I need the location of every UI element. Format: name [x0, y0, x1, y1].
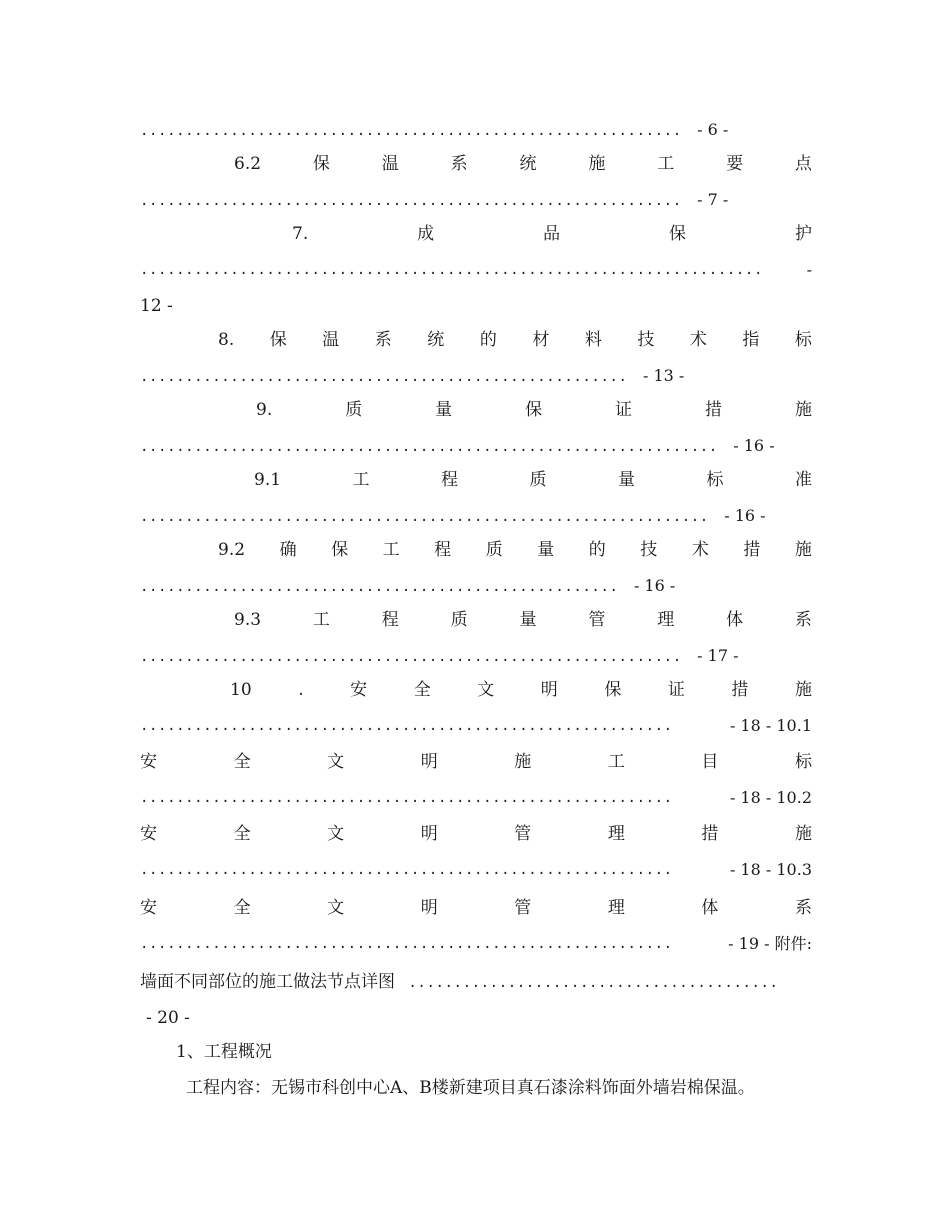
toc-title-char: 安: [140, 752, 157, 772]
toc-entry-9-1: [254, 468, 812, 492]
toc-leader-row: [140, 574, 812, 598]
dot-leader: .....................................................: [140, 579, 619, 595]
toc-title-char: 品: [543, 224, 561, 244]
dot-leader: ...........................................................: [140, 790, 673, 806]
toc-title-char: 保: [312, 154, 330, 174]
dot-leader: ............................................................: [140, 123, 682, 139]
toc-title-char: 措: [743, 540, 761, 560]
toc-title-char: 要: [726, 154, 744, 174]
toc-title-char: 系: [794, 898, 812, 918]
page-number: - 18 - 10.3: [729, 860, 812, 879]
toc-title-char: .: [298, 680, 304, 700]
page-number: - 18 - 10.2: [729, 788, 812, 807]
toc-title-char: 措: [701, 824, 719, 844]
toc-title-char: 工: [607, 752, 625, 772]
toc-title-char: 文: [477, 680, 495, 700]
toc-entry-8: [218, 328, 812, 352]
toc-title-char: 明: [420, 898, 438, 918]
page-number: -: [806, 260, 812, 279]
toc-title-char: 点: [794, 154, 812, 174]
page-number: - 19 - 附件:: [728, 934, 812, 953]
toc-title-char: 标: [794, 752, 812, 772]
toc-title-char: 质: [345, 400, 363, 420]
dot-leader: ................................................................: [140, 439, 718, 455]
toc-title-char: 成: [417, 224, 435, 244]
toc-title-char: 施: [794, 824, 812, 844]
toc-title-char: 全: [233, 824, 251, 844]
toc-title-char: 理: [607, 824, 625, 844]
toc-title: 墙面不同部位的施工做法节点详图: [140, 972, 395, 992]
toc-title-char: 技: [640, 540, 658, 560]
toc-title-char: 标: [706, 470, 724, 490]
toc-title-char: 理: [657, 610, 675, 630]
toc-leader-row: [140, 858, 812, 882]
toc-title-char: 护: [794, 224, 812, 244]
dot-leader: ...............................................................: [140, 509, 709, 525]
toc-title-char: 指: [742, 330, 760, 350]
dot-leader: .....................................................................: [140, 262, 763, 278]
toc-entry-7: [292, 222, 812, 246]
toc-title-char: 施: [588, 154, 606, 174]
dot-leader: ............................................................: [140, 649, 682, 665]
toc-leader-row: [140, 188, 812, 212]
toc-entry-9-3: [234, 608, 812, 632]
toc-title-char: 术: [689, 330, 707, 350]
toc-title-char: 确: [279, 540, 297, 560]
page-number: - 16 -: [724, 506, 766, 525]
toc-title-char: 管: [588, 610, 606, 630]
toc-title-char: 系: [794, 610, 812, 630]
page-number: 12 -: [140, 296, 173, 316]
toc-title-char: 9.2: [218, 540, 246, 560]
toc-title-char: 施: [794, 540, 812, 560]
toc-title-char: 管: [514, 898, 532, 918]
toc-title-char: 管: [514, 824, 532, 844]
toc-title-char: 统: [427, 330, 445, 350]
toc-title-char: 质: [485, 540, 503, 560]
toc-leader-row: [140, 504, 812, 528]
toc-title-char: 7.: [292, 224, 309, 244]
dot-leader: ...........................................................: [140, 862, 673, 878]
toc-title-char: 术: [691, 540, 709, 560]
toc-title-char: 系: [374, 330, 392, 350]
dot-leader: ...........................................................: [140, 936, 673, 952]
toc-title-char: 安: [140, 898, 157, 918]
toc-title-char: 明: [420, 752, 438, 772]
body-paragraph: 工程内容：无锡市科创中心A、B楼新建项目真石漆涂料饰面外墙岩棉保温。: [186, 1078, 755, 1098]
toc-title-char: 9.: [256, 400, 273, 420]
toc-entry-10-1: [140, 750, 812, 774]
toc-title-char: 体: [701, 898, 719, 918]
page-number: - 7 -: [697, 190, 729, 209]
page-number: - 6 -: [697, 120, 729, 139]
toc-title-char: 温: [322, 330, 340, 350]
toc-title-char: 工: [352, 470, 370, 490]
toc-title-char: 保: [669, 224, 687, 244]
toc-leader-row: [140, 786, 812, 810]
toc-title-char: 文: [327, 752, 345, 772]
toc-title-char: 工: [657, 154, 675, 174]
toc-title-char: 安: [140, 824, 157, 844]
toc-title-char: 施: [514, 752, 532, 772]
toc-title-char: 保: [525, 400, 543, 420]
toc-leader-row: [140, 118, 812, 142]
dot-leader: ...........................................................: [140, 718, 673, 734]
toc-title-char: 体: [726, 610, 744, 630]
toc-title-char: 证: [615, 400, 633, 420]
toc-title-char: 量: [617, 470, 635, 490]
toc-title-char: 10: [230, 680, 252, 700]
toc-title-char: 施: [794, 400, 812, 420]
toc-title-char: 施: [794, 680, 812, 700]
toc-title-char: 6.2: [234, 154, 262, 174]
toc-title-char: 材: [532, 330, 550, 350]
page-number: - 16 -: [633, 576, 676, 595]
toc-title-char: 准: [794, 470, 812, 490]
toc-title-char: 保: [269, 330, 287, 350]
toc-entry-10-3: [140, 896, 812, 920]
toc-leader-row: [140, 932, 812, 956]
toc-title-char: 文: [327, 898, 345, 918]
page-number: - 17 -: [697, 646, 739, 665]
toc-entry-10-2: [140, 822, 812, 846]
page-number: - 20 -: [146, 1008, 190, 1028]
section-heading: 1、工程概况: [176, 1042, 272, 1062]
toc-title-char: 保: [331, 540, 349, 560]
toc-title-char: 质: [450, 610, 468, 630]
toc-title-char: 温: [381, 154, 399, 174]
toc-leader-row: [140, 644, 812, 668]
toc-leader-row: [140, 364, 812, 388]
toc-title-char: 程: [434, 540, 452, 560]
toc-leader-row: [140, 714, 812, 738]
toc-leader-row: [140, 434, 812, 458]
toc-title-char: 目: [701, 752, 719, 772]
toc-title-char: 明: [420, 824, 438, 844]
toc-title-char: 标: [794, 330, 812, 350]
toc-title-char: 的: [588, 540, 606, 560]
toc-title-char: 料: [584, 330, 602, 350]
toc-entry-9-2: [218, 538, 812, 562]
dot-leader: ......................................................: [140, 369, 628, 385]
toc-title-char: 技: [637, 330, 655, 350]
toc-title-char: 工: [312, 610, 330, 630]
toc-title-char: 统: [519, 154, 537, 174]
toc-title-char: 工: [382, 540, 400, 560]
toc-title-char: 质: [529, 470, 547, 490]
toc-title-char: 措: [731, 680, 749, 700]
toc-title-char: 保: [604, 680, 622, 700]
page-number: - 13 -: [642, 366, 685, 385]
toc-title-char: 程: [441, 470, 459, 490]
toc-title-char: 证: [667, 680, 685, 700]
toc-title-char: 系: [450, 154, 468, 174]
toc-title-char: 文: [327, 824, 345, 844]
toc-title-char: 全: [233, 752, 251, 772]
toc-title-char: 9.1: [254, 470, 282, 490]
toc-title-char: 9.3: [234, 610, 262, 630]
toc-title-char: 量: [537, 540, 555, 560]
toc-title-char: 8.: [218, 330, 235, 350]
toc-title-char: 措: [705, 400, 722, 420]
toc-entry-9: [256, 398, 812, 422]
toc-title-char: 全: [413, 680, 431, 700]
toc-entry-6-2: [234, 152, 812, 176]
toc-leader-row: [140, 258, 812, 282]
toc-title-char: 量: [519, 610, 537, 630]
dot-leader: .........................................: [408, 975, 779, 991]
toc-title-char: 理: [607, 898, 625, 918]
toc-title-char: 量: [435, 400, 453, 420]
toc-title-char: 安: [350, 680, 368, 700]
toc-entry-appendix: [140, 970, 820, 994]
toc-title-char: 明: [540, 680, 558, 700]
page-number: - 18 - 10.1: [729, 716, 812, 735]
toc-title-char: 的: [479, 330, 497, 350]
dot-leader: ............................................................: [140, 193, 682, 209]
toc-title-char: 全: [233, 898, 251, 918]
page-number: - 16 -: [733, 436, 775, 455]
toc-title-char: 程: [381, 610, 399, 630]
toc-entry-10: [230, 678, 812, 702]
